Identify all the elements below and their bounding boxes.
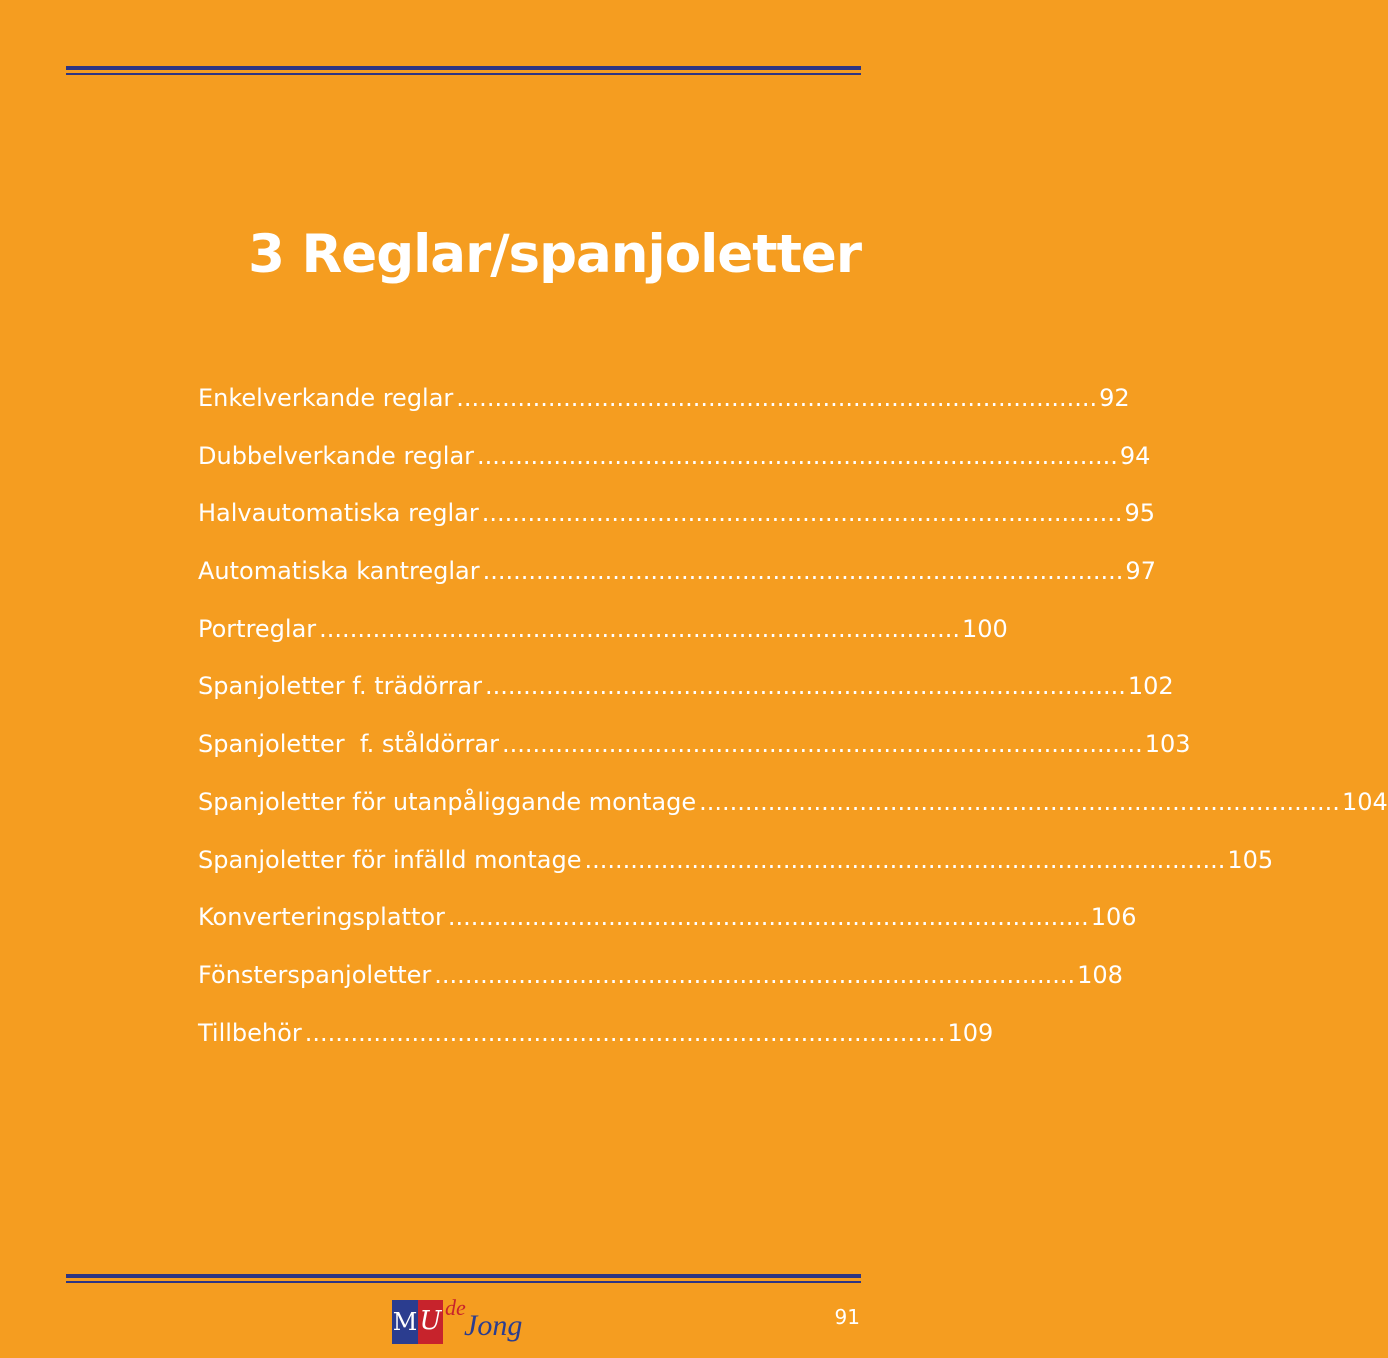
- toc-entry-label: Tillbehör: [198, 1018, 302, 1047]
- top-rule-thick-line: [66, 66, 861, 70]
- toc-page-number: 105: [1227, 845, 1274, 874]
- toc-entry-enkelverkande-reglar[interactable]: [198, 95, 1130, 413]
- toc-entry-dubbelverkande-reglar[interactable]: [198, 413, 1151, 471]
- logo-letter-m: M: [392, 1300, 418, 1344]
- toc-page-number: 97: [1125, 557, 1156, 586]
- toc-dot-leader: ....................................................................................: [319, 614, 960, 643]
- toc-entry-label: Spanjoletter för infälld montage: [198, 845, 582, 874]
- toc-entry-label: Halvautomatiska reglar: [198, 499, 479, 528]
- toc-entry-label: Spanjoletter för utanpåliggande montage: [198, 787, 697, 816]
- toc-entry-automatiska-kantreglar[interactable]: [198, 528, 1156, 586]
- toc-dot-leader: ....................................................................................: [699, 787, 1340, 816]
- toc-page-number: 108: [1077, 960, 1123, 989]
- top-rule-thin-line: [66, 73, 861, 75]
- toc-entry-spanjoletter-staldorrar[interactable]: [198, 701, 1191, 759]
- toc-page-number: 100: [962, 614, 1008, 643]
- toc-entry-label: Spanjoletter f. ståldörrar: [198, 730, 499, 759]
- toc-entry-label: Portreglar: [198, 614, 317, 643]
- toc-dot-leader: ....................................................................................: [456, 384, 1098, 412]
- toc-entry-label: Konverteringsplattor: [198, 903, 445, 932]
- toc-dot-leader: ....................................................................................: [485, 672, 1126, 701]
- toc-entry-konverteringsplattor[interactable]: [198, 875, 1137, 933]
- toc-dot-leader: ....................................................................................: [584, 845, 1226, 874]
- toc-page-number: 92: [1099, 384, 1130, 412]
- logo-text-jong: Jong: [464, 1309, 523, 1342]
- chapter-title: 3 Reglar/spanjoletter: [248, 224, 861, 285]
- logo-text-de: de: [445, 1295, 466, 1320]
- toc-page-number: 103: [1144, 730, 1191, 759]
- page-number: 91: [834, 1305, 860, 1329]
- toc-entry-label: Enkelverkande reglar: [198, 384, 454, 412]
- bottom-rule-thin-line: [66, 1281, 861, 1283]
- toc-entry-spanjoletter-utanpaliggande[interactable]: [198, 759, 1388, 817]
- bottom-rule: [66, 1274, 861, 1284]
- toc-entry-spanjoletter-infalld[interactable]: [198, 817, 1274, 875]
- toc-dot-leader: ....................................................................................: [482, 557, 1124, 586]
- toc-entry-fonsterspanjoletter[interactable]: [198, 932, 1123, 990]
- toc-dot-leader: ....................................................................................: [477, 441, 1118, 470]
- logo-letter-u: U: [418, 1300, 443, 1344]
- toc-entry-tillbehor[interactable]: [198, 990, 994, 1048]
- toc-entry-label: Fönsterspanjoletter: [198, 960, 432, 989]
- toc-dot-leader: ....................................................................................: [304, 1018, 946, 1047]
- mudejong-logo: [392, 1297, 542, 1345]
- toc-page-number: 94: [1119, 441, 1151, 470]
- toc-dot-leader: ....................................................................................: [481, 499, 1123, 528]
- toc-page-number: 106: [1090, 903, 1137, 932]
- toc-dot-leader: ....................................................................................: [434, 960, 1076, 989]
- toc-page-number: 109: [947, 1018, 994, 1047]
- toc-entry-label: Spanjoletter f. trädörrar: [198, 672, 483, 701]
- toc-page-number: 95: [1124, 499, 1156, 528]
- toc-dot-leader: ....................................................................................: [501, 730, 1143, 759]
- toc-entry-label: Dubbelverkande reglar: [198, 441, 475, 470]
- top-rule: [66, 66, 861, 76]
- toc-entry-portreglar[interactable]: [198, 586, 1008, 644]
- toc-entry-spanjoletter-tradorrar[interactable]: [198, 644, 1174, 702]
- toc-page-number: 104: [1341, 787, 1388, 816]
- toc-entry-label: Automatiska kantreglar: [198, 557, 480, 586]
- bottom-rule-thick-line: [66, 1274, 861, 1278]
- toc-page-number: 102: [1127, 672, 1174, 701]
- table-of-contents: [198, 95, 1388, 1048]
- toc-entry-halvautomatiska-reglar[interactable]: [198, 471, 1156, 529]
- toc-dot-leader: ....................................................................................: [447, 903, 1089, 932]
